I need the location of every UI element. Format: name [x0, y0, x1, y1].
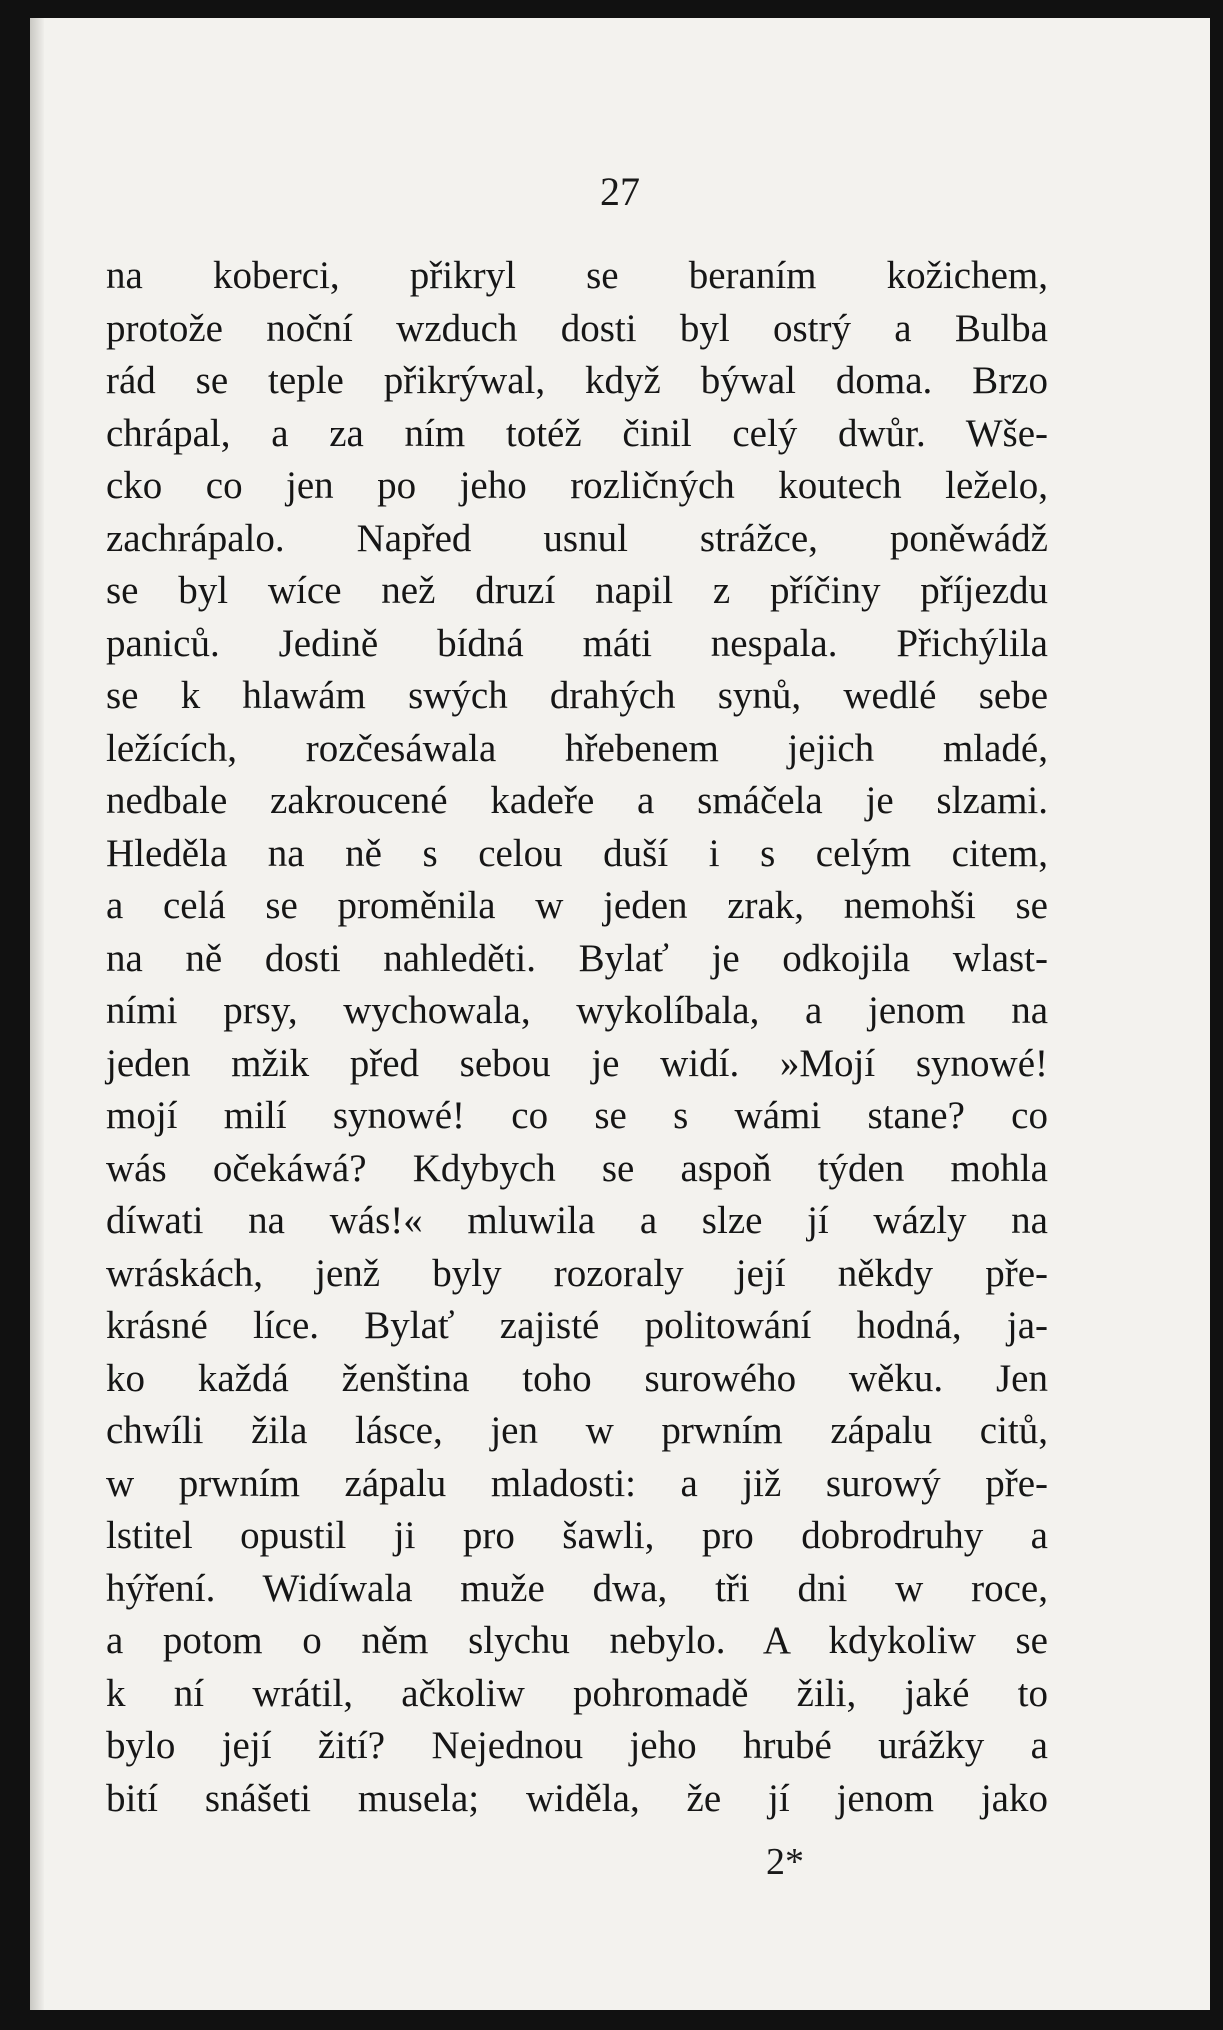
text-line: protože noční wzduch dosti byl ostrý a Bulba	[106, 306, 1048, 350]
text-line: se k hlawám swých drahých synů, wedlé sebe	[106, 674, 1048, 717]
text-line: cko co jen po jeho rozličných koutech leželo,	[106, 464, 1048, 507]
text-line: ními prsy, wychowala, wykolíbala, a jenom na	[106, 989, 1048, 1032]
signature-mark: 2*	[766, 1841, 804, 1883]
text-line: k ní wrátil, ačkoliw pohromadě žili, jaké to	[106, 1671, 1048, 1715]
book-page	[30, 18, 1210, 2010]
text-line: se byl wíce než druzí napil z příčiny příjezdu	[106, 569, 1048, 612]
body-text	[106, 250, 1048, 1825]
text-line: paniců. Jedině bídná máti nespala. Přichýlila	[106, 621, 1048, 665]
text-line: díwati na wás!« mluwila a slze jí wázly na	[106, 1199, 1048, 1242]
text-line: wráskách, jenž byly rozoraly její někdy pře-	[106, 1251, 1048, 1295]
text-line: zachrápalo. Napřed usnul strážce, poněwádž	[106, 516, 1048, 560]
text-line: na koberci, přikryl se beraním kožichem,	[106, 254, 1048, 297]
page-edge-shadow	[30, 18, 44, 2010]
text-line: nedbale zakroucené kadeře a smáčela je slzami.	[106, 779, 1048, 822]
text-line: krásné líce. Bylať zajisté politowání hodná, ja-	[106, 1304, 1048, 1347]
text-line: bití snášeti musela; widěla, že jí jenom jako	[106, 1776, 1048, 1820]
text-line: na ně dosti nahleděti. Bylať je odkojila wlast-	[106, 936, 1048, 980]
text-line: wás očekáwá? Kdybych se aspoň týden mohla	[106, 1146, 1048, 1190]
text-line: chrápal, a za ním totéž činil celý dwůr. Wše-	[106, 411, 1048, 455]
text-line: rád se teple přikrýwal, když býwal doma. Brzo	[106, 359, 1048, 402]
text-line: chwíli žila lásce, jen w prwním zápalu citů,	[106, 1409, 1048, 1452]
text-line: a potom o něm slychu nebylo. A kdykoliw se	[106, 1619, 1048, 1662]
text-line: hýření. Widíwala muže dwa, tři dni w roce,	[106, 1566, 1048, 1610]
text-line: ko každá ženština toho surowého wěku. Jen	[106, 1356, 1048, 1400]
text-line: mojí milí synowé! co se s wámi stane? co	[106, 1094, 1048, 1137]
text-line: lstitel opustil ji pro šawli, pro dobrodruhy a	[106, 1514, 1048, 1557]
text-line: jeden mžik před sebou je widí. »Mojí synowé!	[106, 1041, 1048, 1085]
text-line: a celá se proměnila w jeden zrak, nemohši se	[106, 884, 1048, 927]
page-number: 27	[600, 169, 640, 214]
text-line: bylo její žití? Nejednou jeho hrubé urážky a	[106, 1724, 1048, 1767]
text-line: w prwním zápalu mladosti: a již surowý pře-	[106, 1461, 1048, 1505]
text-line: Hleděla na ně s celou duší i s celým citem,	[106, 831, 1048, 875]
text-line: ležících, rozčesáwala hřebenem jejich mladé,	[106, 726, 1048, 770]
